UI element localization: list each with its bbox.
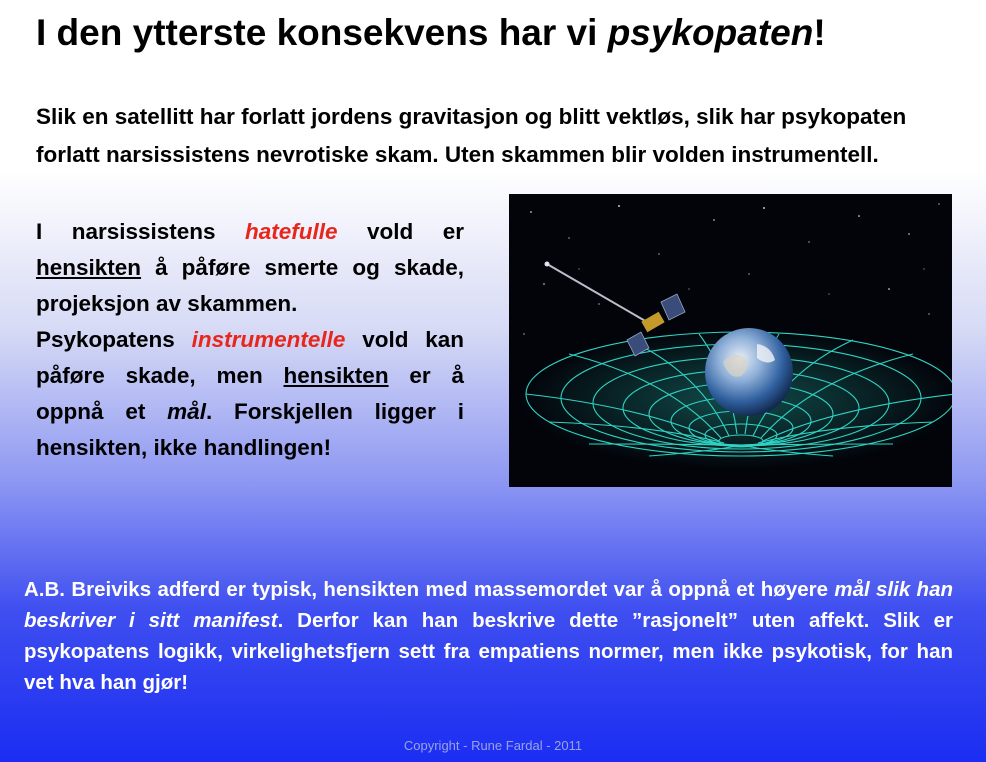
text-run: å påføre smerte og skade, projeksjon av skammen.	[36, 255, 464, 316]
underline-hensikten: hensikten	[36, 255, 142, 280]
comparison-paragraph	[36, 214, 464, 466]
breivik-paragraph	[24, 574, 953, 698]
text-run: vold er	[337, 219, 464, 244]
highlight-instrumentelle: instrumentelle	[191, 327, 346, 352]
text-run: . Derfor kan han beskrive dette ”rasjonelt” uten affekt. Slik er psykopatens logikk, virkelighetsfjern sett fra empatiens normer, men ikke psykotisk, for han vet hva han gjør!	[24, 609, 953, 694]
title-end: !	[813, 12, 826, 53]
copyright-footer: Copyright - Rune Fardal - 2011	[403, 738, 583, 753]
title-italic: psykopaten	[607, 12, 814, 53]
italic-maal: mål	[167, 399, 206, 424]
slide-title	[36, 12, 826, 54]
italic-manifest: mål slik han beskriver i sitt manifest	[24, 578, 954, 632]
text-run: er å oppnå et	[36, 363, 464, 424]
text-run: A.B. Breiviks adferd er typisk, hensikten med massemordet var å oppnå et høyere	[24, 578, 835, 601]
text-run: vold kan påføre skade, men	[36, 327, 464, 388]
intro-paragraph: Slik en satellitt har forlatt jordens gravitasjon og blitt vektløs, slik har psykopaten forlatt narsissistens nevrotiske skam. Uten skammen blir volden instrumentell.	[36, 104, 907, 167]
highlight-hatefulle: hatefulle	[245, 219, 338, 244]
text-run: Psykopatens	[36, 327, 192, 352]
underline-hensikten-2: hensikten	[283, 363, 389, 388]
earth	[705, 328, 793, 416]
spacetime-satellite-image	[509, 194, 952, 487]
text-run: . Forskjellen ligger i hensikten, ikke handlingen!	[36, 399, 465, 460]
text-run: I narsissistens	[36, 219, 246, 244]
gravity-well-illustration	[509, 194, 952, 487]
title-main: I den ytterste konsekvens har vi	[36, 12, 608, 53]
